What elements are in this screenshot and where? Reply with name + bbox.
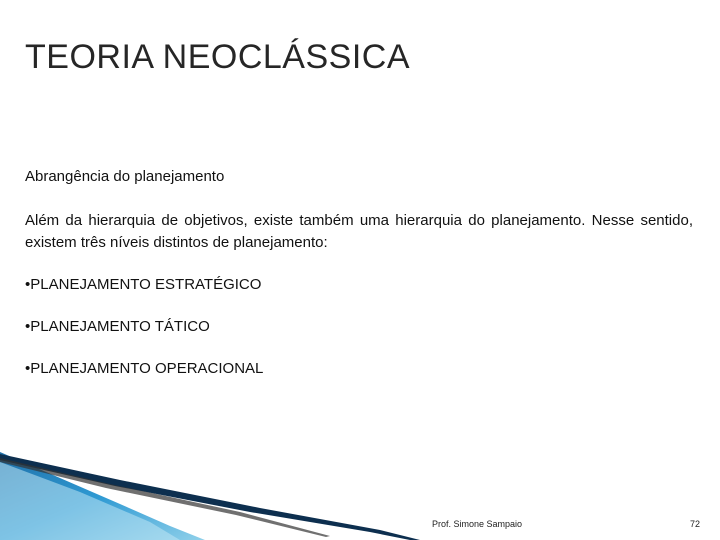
section-subtitle: Abrangência do planejamento	[25, 168, 225, 185]
footer-author: Prof. Simone Sampaio	[432, 519, 523, 529]
bullet-text: PLANEJAMENTO ESTRATÉGICO	[30, 276, 262, 293]
bullet-icon: •	[25, 276, 31, 293]
bullet-text: PLANEJAMENTO OPERACIONAL	[30, 360, 264, 377]
body-paragraph: Além da hierarquia de objetivos, existe também uma hierarquia do planejamento. Nesse sentido, existem três níveis distintos de planejamento:	[25, 212, 693, 251]
bullet-item	[25, 360, 263, 380]
bullet-list	[25, 276, 263, 402]
bullet-icon: •	[25, 360, 31, 377]
slide-title: TEORIA NEOCLÁSSICA	[25, 38, 410, 76]
bullet-item	[25, 318, 263, 338]
page-number: 72	[690, 519, 701, 529]
bullet-item	[25, 276, 263, 296]
decorative-swoosh	[0, 440, 720, 540]
bullet-icon: •	[25, 318, 31, 335]
bullet-text: PLANEJAMENTO TÁTICO	[30, 318, 210, 335]
